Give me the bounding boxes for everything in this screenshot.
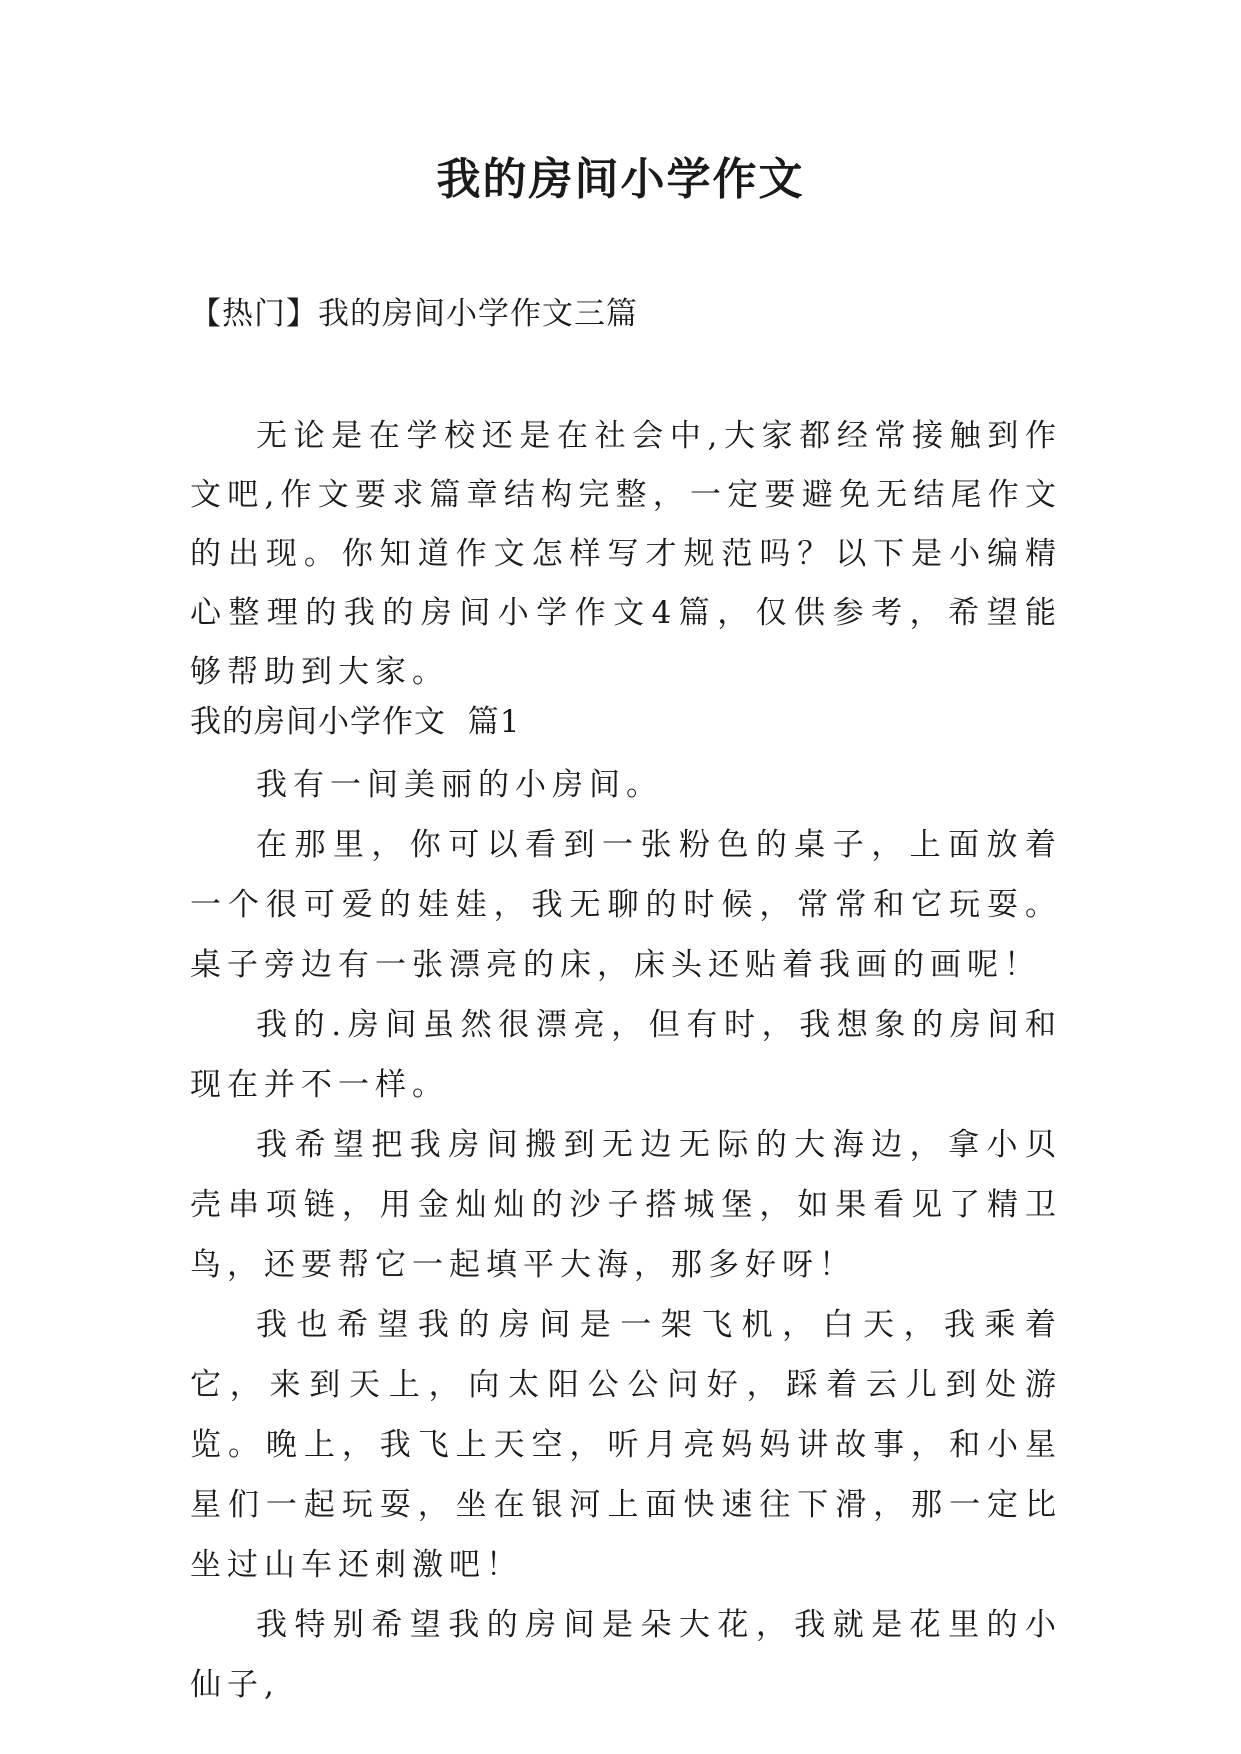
paragraph-3: 我的.房间虽然很漂亮，但有时，我想象的房间和现在并不一样。 — [190, 1007, 1062, 1103]
section-heading: 我的房间小学作文 篇1 — [190, 704, 521, 740]
intro-paragraph: 无论是在学校还是在社会中,大家都经常接触到作文吧,作文要求篇章结构完整，一定要避免无结尾作文的出现。你知道作文怎样写才规范吗？以下是小编精心整理的我的房间小学作文4篇，仅供参考，希望能够帮助到大家。 — [190, 418, 1062, 690]
paragraph-2: 在那里，你可以看到一张粉色的桌子，上面放着一个很可爱的娃娃，我无聊的时候，常常和它玩耍。桌子旁边有一张漂亮的床，床头还贴着我画的画呢！ — [190, 827, 1062, 983]
paragraph-5: 我也希望我的房间是一架飞机，白天，我乘着它，来到天上，向太阳公公问好，踩着云儿到处游览。晚上，我飞上天空，听月亮妈妈讲故事，和小星星们一起玩耍，坐在银河上面快速往下滑，那一定比坐过山车还刺激吧！ — [190, 1307, 1062, 1583]
paragraph-6: 我特别希望我的房间是朵大花，我就是花里的小仙子, — [190, 1607, 1062, 1703]
paragraph-4: 我希望把我房间搬到无边无际的大海边，拿小贝壳串项链，用金灿灿的沙子搭城堡，如果看见了精卫鸟，还要帮它一起填平大海，那多好呀！ — [190, 1127, 1062, 1283]
essay-body — [190, 755, 1062, 1715]
document-title: 我的房间小学作文 — [436, 154, 805, 205]
document-subtitle: 【热门】我的房间小学作文三篇 — [190, 296, 638, 332]
paragraph-1: 我有一间美丽的小房间。 — [256, 767, 663, 803]
